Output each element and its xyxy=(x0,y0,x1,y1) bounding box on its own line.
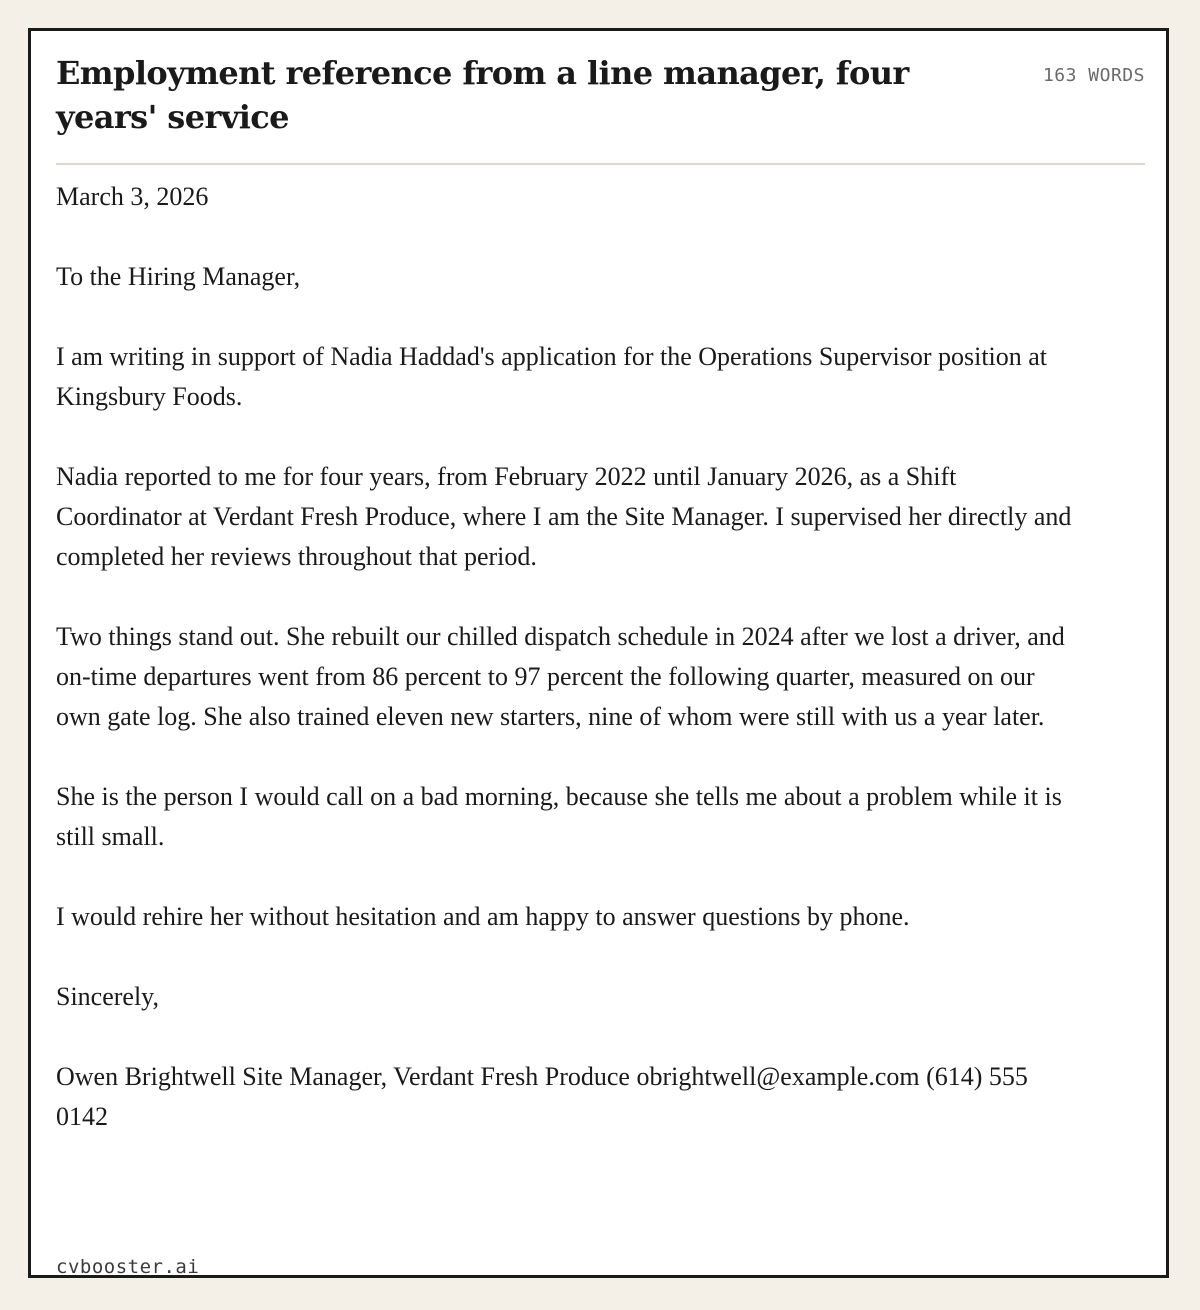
letter-closing: Sincerely, xyxy=(56,982,159,1011)
page-title: Employment reference from a line manager, four years' service xyxy=(56,54,909,136)
letter-paragraph-recommendation: I would rehire her without hesitation and am happy to answer questions by phone. xyxy=(56,902,910,931)
letter-signature: Owen Brightwell Site Manager, Verdant Fresh Produce obrightwell@example.com (614) 555 0142 xyxy=(56,1062,1028,1131)
reference-letter-card xyxy=(28,28,1169,1278)
letter-paragraph-intro: I am writing in support of Nadia Haddad's application for the Operations Supervisor position at Kingsbury Foods. xyxy=(56,342,1048,411)
letter-body xyxy=(56,177,1076,1137)
letter-paragraph-achievements: Two things stand out. She rebuilt our chilled dispatch schedule in 2024 after we lost a driver, and on-time departures went from 86 percent to 97 percent the following quarter, measured on our own gate log. She also trained eleven new starters, nine of whom were still with us a year later. xyxy=(56,622,1065,731)
letter-salutation: To the Hiring Manager, xyxy=(56,262,301,291)
letter-paragraph-character: She is the person I would call on a bad morning, because she tells me about a problem while it is still small. xyxy=(56,782,1062,851)
word-count-badge: 163 WORDS xyxy=(1042,65,1145,86)
letter-date: March 3, 2026 xyxy=(56,182,209,211)
letter-paragraph-tenure: Nadia reported to me for four years, from February 2022 until January 2026, as a Shift Coordinator at Verdant Fresh Produce, where I am the Site Manager. I supervised her directly and completed her reviews throughout that period. xyxy=(56,462,1072,571)
letter-header xyxy=(56,51,1145,165)
footer-brand: cvbooster.ai xyxy=(56,1256,200,1278)
